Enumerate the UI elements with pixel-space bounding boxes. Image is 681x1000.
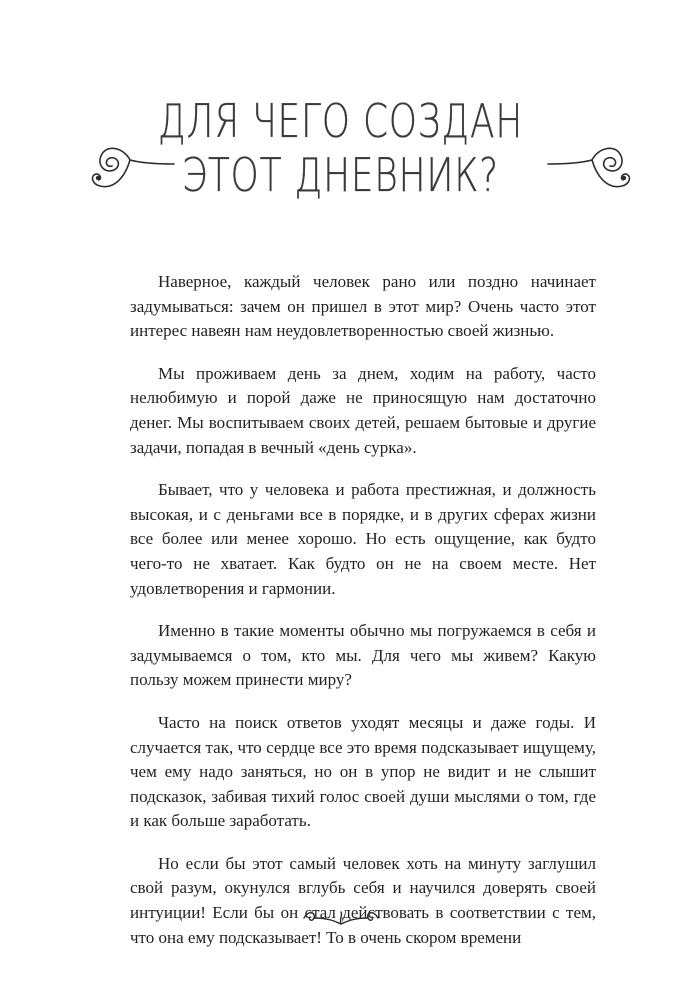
paragraph: Наверное, каждый человек рано или поздно начинает задумываться: зачем он пришел в этот мир? Очень часто этот интерес навеян нам неудовлетворенностью своей жизнью.	[130, 272, 596, 341]
paragraph: Но если бы этот самый человек хоть на минуту заглушил свой разум, окунулся вглубь себя и научился доверять своей интуиции! Если бы он стал действовать в соответствии с тем, что она ему подсказывает! То в очень скором времени	[130, 853, 596, 947]
swirl-flourish-icon	[86, 134, 176, 194]
paragraph: Бывает, что у человека и работа престижная, и должность высокая, и с деньгами все в порядке, и в других сферах жизни все более или менее хорошо. Но есть ощущение, как будто чего-то не хватает. Как будто он не на своем месте. Нет удовлетворения и гармонии.	[130, 480, 596, 598]
paragraph: Мы проживаем день за днем, ходим на работу, часто нелюбимую и порой даже не приносящую нам достаточно денег. Мы воспитываем своих детей, решаем бытовые и другие задачи, попадая в вечный «день сурка».	[130, 363, 596, 457]
swirl-flourish-icon	[546, 134, 636, 194]
scroll-divider-icon	[300, 906, 382, 930]
chapter-title-line-1: ДЛЯ ЧЕГО СОЗДАН	[157, 94, 524, 148]
paragraph: Часто на поиск ответов уходят месяцы и даже годы. И случается так, что сердце все это время подсказывает ищущему, чем ему надо заняться, но он в упор не видит и не слышит подсказок, забивая тихий голос своей души мыслями о том, где и как больше заработать.	[130, 712, 596, 831]
paragraph: Именно в такие моменты обычно мы погружаемся в себя и задумываемся о том, кто мы. Для чего мы живем? Какую пользу можем принести миру?	[130, 621, 596, 690]
body-text	[130, 270, 596, 968]
chapter-title-line-2: ЭТОТ ДНЕВНИК?	[182, 148, 499, 202]
